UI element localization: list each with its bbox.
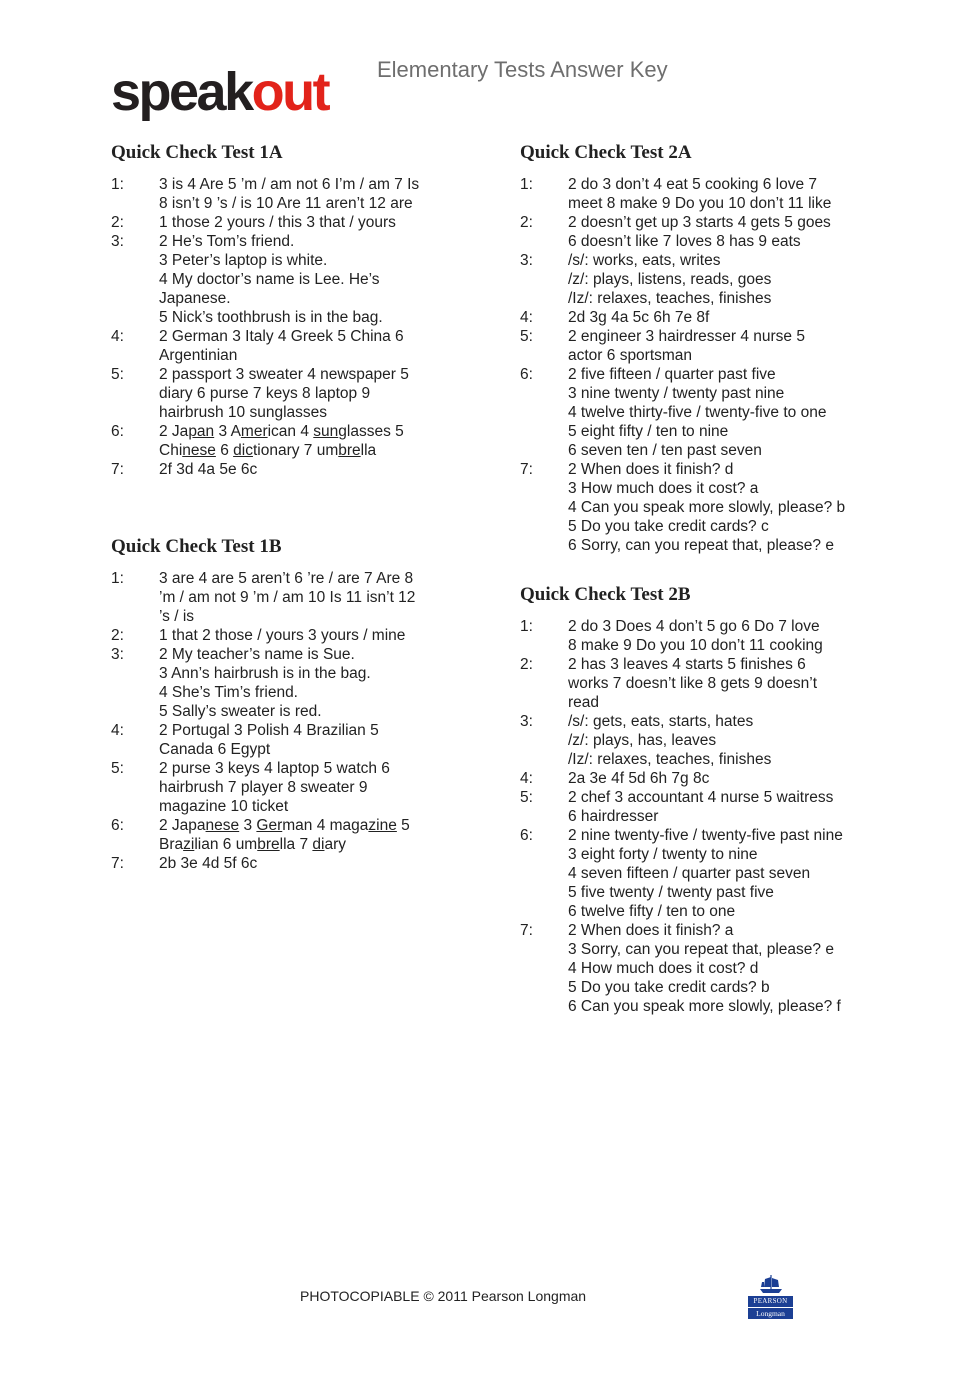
answer-line: 2 do 3 Does 4 don’t 5 go 6 Do 7 love (568, 618, 820, 635)
answer (568, 365, 880, 460)
answer-line: 4 How much does it cost? d (568, 960, 759, 977)
answer (568, 712, 880, 769)
question-number: 2: (111, 214, 124, 231)
question-5 (520, 327, 880, 365)
answer-line: 2a 3e 4f 5d 6h 7g 8c (568, 770, 710, 787)
answer-line: 4 My doctor’s name is Lee. He’s (159, 271, 380, 288)
answer-line: 3 How much does it cost? a (568, 480, 759, 497)
answer-line: 4 She’s Tim’s friend. (159, 684, 298, 701)
question-number: 2: (520, 214, 533, 231)
question-number: 1: (111, 570, 124, 587)
answer-line: 6 hairdresser (568, 808, 659, 825)
word-part: 6 (215, 442, 234, 459)
question-number: 3: (520, 713, 533, 730)
question-5 (111, 365, 471, 422)
answer-line: 1 that 2 those / yours 3 yours / mine (159, 627, 406, 644)
question-3 (520, 712, 880, 769)
answer-line: magazine 10 ticket (159, 798, 289, 815)
word-part: glasses 5 (338, 423, 404, 440)
answer (568, 175, 880, 213)
word-part: lian 6 um (194, 836, 258, 853)
answer (568, 655, 880, 712)
answer-line (159, 422, 471, 441)
question-7 (520, 921, 880, 1016)
answer-line: 6 twelve fifty / ten to one (568, 903, 736, 920)
stressed-syllable: nese (205, 817, 240, 834)
stressed-syllable: nese (182, 442, 216, 459)
question-number: 5: (111, 366, 124, 383)
answer-line: /s/: works, eats, writes (568, 252, 721, 269)
question-4 (520, 769, 880, 788)
question-7 (111, 460, 471, 479)
word-part: tionary 7 um (252, 442, 339, 459)
answer-line (159, 816, 471, 835)
answer-line: 8 make 9 Do you 10 don’t 11 cooking (568, 637, 823, 654)
logo-out: out (251, 62, 329, 122)
answer-line: /s/: gets, eats, starts, hates (568, 713, 754, 730)
answer-line: 2 German 3 Italy 4 Greek 5 China 6 (159, 328, 404, 345)
answer (159, 759, 471, 816)
section-title: Quick Check Test 2B (520, 584, 691, 605)
section-test-2a (520, 140, 880, 555)
document-title: Elementary Tests Answer Key (377, 57, 668, 82)
stressed-syllable: di (312, 836, 325, 853)
answer (568, 921, 880, 1016)
answer-line: 6 seven ten / ten past seven (568, 442, 762, 459)
question-6 (520, 365, 880, 460)
answer-line: 5 Sally’s sweater is red. (159, 703, 322, 720)
answer-line: 2 passport 3 sweater 4 newspaper 5 (159, 366, 409, 383)
answer-line: 3 Sorry, can you repeat that, please? e (568, 941, 834, 958)
answer (159, 645, 471, 721)
question-6 (111, 422, 471, 460)
question-1 (111, 569, 471, 626)
answer-line: 2 When does it finish? a (568, 922, 734, 939)
answer-line: 3 nine twenty / twenty past nine (568, 385, 785, 402)
answer-line: 2 When does it finish? d (568, 461, 734, 478)
question-7 (520, 460, 880, 555)
word-part: ary (324, 836, 347, 853)
stressed-syllable: pan (188, 423, 215, 440)
question-3 (520, 251, 880, 308)
answer-line: /Iz/: relaxes, teaches, finishes (568, 290, 772, 307)
answer (568, 826, 880, 921)
question-3 (111, 645, 471, 721)
word-part: 5 (396, 817, 410, 834)
question-4 (111, 721, 471, 759)
question-number: 1: (520, 618, 533, 635)
answer-line: 6 Sorry, can you repeat that, please? e (568, 537, 834, 554)
answer-line: 2b 3e 4d 5f 6c (159, 855, 258, 872)
section-test-1a (111, 140, 471, 479)
question-number: 1: (111, 176, 124, 193)
answer-line: 2 engineer 3 hairdresser 4 nurse 5 (568, 328, 805, 345)
question-number: 7: (111, 461, 124, 478)
answer-line: 2 My teacher’s name is Sue. (159, 646, 355, 663)
answer-line: 6 Can you speak more slowly, please? f (568, 998, 841, 1015)
question-5 (111, 759, 471, 816)
question-6 (111, 816, 471, 854)
question-number: 3: (111, 233, 124, 250)
word-part: 2 Japa (159, 817, 206, 834)
answer-line: 3 are 4 are 5 aren’t 6 ’re / are 7 Are 8 (159, 570, 414, 587)
word-part: 3 (239, 817, 257, 834)
answer-line: hairbrush 7 player 8 sweater 9 (159, 779, 368, 796)
answer-line: Japanese. (159, 290, 231, 307)
question-5 (520, 788, 880, 826)
question-7 (111, 854, 471, 873)
answer (159, 422, 471, 460)
answer-line: read (568, 694, 600, 711)
answer-line: 3 eight forty / twenty to nine (568, 846, 758, 863)
answer-line: 2d 3g 4a 5c 6h 7e 8f (568, 309, 710, 326)
question-number: 4: (520, 309, 533, 326)
answer (568, 788, 880, 826)
answer (159, 213, 471, 232)
answer (159, 816, 471, 854)
answer-line: 2 five fifteen / quarter past five (568, 366, 776, 383)
answer-line: Canada 6 Egypt (159, 741, 271, 758)
question-number: 6: (111, 817, 124, 834)
question-number: 4: (111, 328, 124, 345)
answer-line: meet 8 make 9 Do you 10 don’t 11 like (568, 195, 832, 212)
answer-line (159, 835, 471, 854)
question-2 (111, 213, 471, 232)
answer-line: 2 chef 3 accountant 4 nurse 5 waitress (568, 789, 834, 806)
question-number: 2: (520, 656, 533, 673)
answer (568, 617, 880, 655)
answer-line: 2 nine twenty-five / twenty-five past nine (568, 827, 843, 844)
question-number: 4: (111, 722, 124, 739)
section-title: Quick Check Test 1B (111, 536, 282, 557)
answer-line: /z/: plays, listens, reads, goes (568, 271, 772, 288)
question-1 (520, 175, 880, 213)
logo-speak: speak (111, 62, 252, 122)
answer (159, 232, 471, 327)
answer-line: 8 isn’t 9 ’s / is 10 Are 11 aren’t 12 are (159, 195, 413, 212)
answer-line: 2 has 3 leaves 4 starts 5 finishes 6 (568, 656, 806, 673)
question-number: 7: (520, 922, 533, 939)
answer (568, 460, 880, 555)
answer-line: 3 is 4 Are 5 ’m / am not 6 I’m / am 7 Is (159, 176, 420, 193)
answer-line: 2 Portugal 3 Polish 4 Brazilian 5 (159, 722, 379, 739)
question-1 (520, 617, 880, 655)
answer-line: diary 6 purse 7 keys 8 laptop 9 (159, 385, 371, 402)
stressed-syllable: mer (240, 423, 268, 440)
question-2 (111, 626, 471, 645)
answer-line: 3 Peter’s laptop is white. (159, 252, 328, 269)
answer-line: 2 do 3 don’t 4 eat 5 cooking 6 love 7 (568, 176, 818, 193)
question-number: 3: (520, 252, 533, 269)
answer-line: 5 Do you take credit cards? b (568, 979, 770, 996)
section-test-1b (111, 534, 471, 873)
question-number: 2: (111, 627, 124, 644)
answer-line: 5 eight fifty / ten to nine (568, 423, 729, 440)
word-part: 3 A (214, 423, 241, 440)
copyright-footer: PHOTOCOPIABLE © 2011 Pearson Longman (300, 1288, 587, 1304)
answer-line: 2f 3d 4a 5e 6c (159, 461, 258, 478)
word-part: lla 7 (279, 836, 313, 853)
word-part: ican 4 (267, 423, 314, 440)
stressed-syllable: Ger (256, 817, 283, 834)
pearson-longman-logo (748, 1274, 793, 1319)
pearson-wordmark: PEARSON (748, 1296, 793, 1307)
answer (568, 769, 880, 788)
answer-line: 3 Ann’s hairbrush is in the bag. (159, 665, 371, 682)
answer-line: 6 doesn’t like 7 loves 8 has 9 eats (568, 233, 801, 250)
question-number: 6: (111, 423, 124, 440)
answer-line: Argentinian (159, 347, 238, 364)
stressed-syllable: zi (183, 836, 195, 853)
ship-emblem-icon (756, 1274, 786, 1294)
answer-line: 2 He’s Tom’s friend. (159, 233, 295, 250)
section-test-2b (520, 582, 880, 1016)
question-2 (520, 213, 880, 251)
stressed-syllable: sun (313, 423, 339, 440)
answer-line: 4 Can you speak more slowly, please? b (568, 499, 846, 516)
answer-line: 2 doesn’t get up 3 starts 4 gets 5 goes (568, 214, 831, 231)
answer-line: /z/: plays, has, leaves (568, 732, 717, 749)
answer (568, 213, 880, 251)
answer-line: 5 Nick’s toothbrush is in the bag. (159, 309, 383, 326)
answer (568, 308, 880, 327)
answer-line: actor 6 sportsman (568, 347, 693, 364)
answer (159, 175, 471, 213)
question-number: 4: (520, 770, 533, 787)
word-part: Bra (159, 836, 184, 853)
word-part: lla (360, 442, 377, 459)
stressed-syllable: bre (257, 836, 280, 853)
word-part: Chi (159, 442, 183, 459)
question-number: 6: (520, 827, 533, 844)
answer-line: ’s / is (159, 608, 195, 625)
answer (568, 327, 880, 365)
question-6 (520, 826, 880, 921)
answer (159, 626, 471, 645)
answer (159, 460, 471, 479)
answer-line: ’m / am not 9 ’m / am 10 Is 11 isn’t 12 (159, 589, 416, 606)
question-number: 5: (520, 789, 533, 806)
question-number: 1: (520, 176, 533, 193)
answer (568, 251, 880, 308)
answer-line: 5 Do you take credit cards? c (568, 518, 769, 535)
answer-line: /Iz/: relaxes, teaches, finishes (568, 751, 772, 768)
answer-line: 4 twelve thirty-five / twenty-five to one (568, 404, 827, 421)
answer-line: 4 seven fifteen / quarter past seven (568, 865, 811, 882)
question-number: 6: (520, 366, 533, 383)
answer-line: works 7 doesn’t like 8 gets 9 doesn’t (568, 675, 817, 692)
section-title: Quick Check Test 2A (520, 142, 692, 163)
question-4 (520, 308, 880, 327)
question-number: 7: (111, 855, 124, 872)
longman-wordmark: Longman (748, 1308, 793, 1319)
answer-line: hairbrush 10 sunglasses (159, 404, 328, 421)
question-number: 5: (520, 328, 533, 345)
speakout-logo (111, 64, 328, 120)
answer (159, 721, 471, 759)
question-number: 7: (520, 461, 533, 478)
section-title: Quick Check Test 1A (111, 142, 283, 163)
stressed-syllable: bre (338, 442, 361, 459)
answer-line: 5 five twenty / twenty past five (568, 884, 774, 901)
word-part: man 4 maga (282, 817, 369, 834)
answer-line: 1 those 2 yours / this 3 that / yours (159, 214, 396, 231)
stressed-syllable: dic (233, 442, 253, 459)
word-part: 2 Ja (159, 423, 189, 440)
answer-line (159, 441, 471, 460)
answer-line: 2 purse 3 keys 4 laptop 5 watch 6 (159, 760, 390, 777)
question-1 (111, 175, 471, 213)
question-2 (520, 655, 880, 712)
answer (159, 365, 471, 422)
question-number: 3: (111, 646, 124, 663)
question-number: 5: (111, 760, 124, 777)
answer (159, 854, 471, 873)
answer (159, 327, 471, 365)
question-3 (111, 232, 471, 327)
question-4 (111, 327, 471, 365)
stressed-syllable: zine (368, 817, 397, 834)
answer (159, 569, 471, 626)
